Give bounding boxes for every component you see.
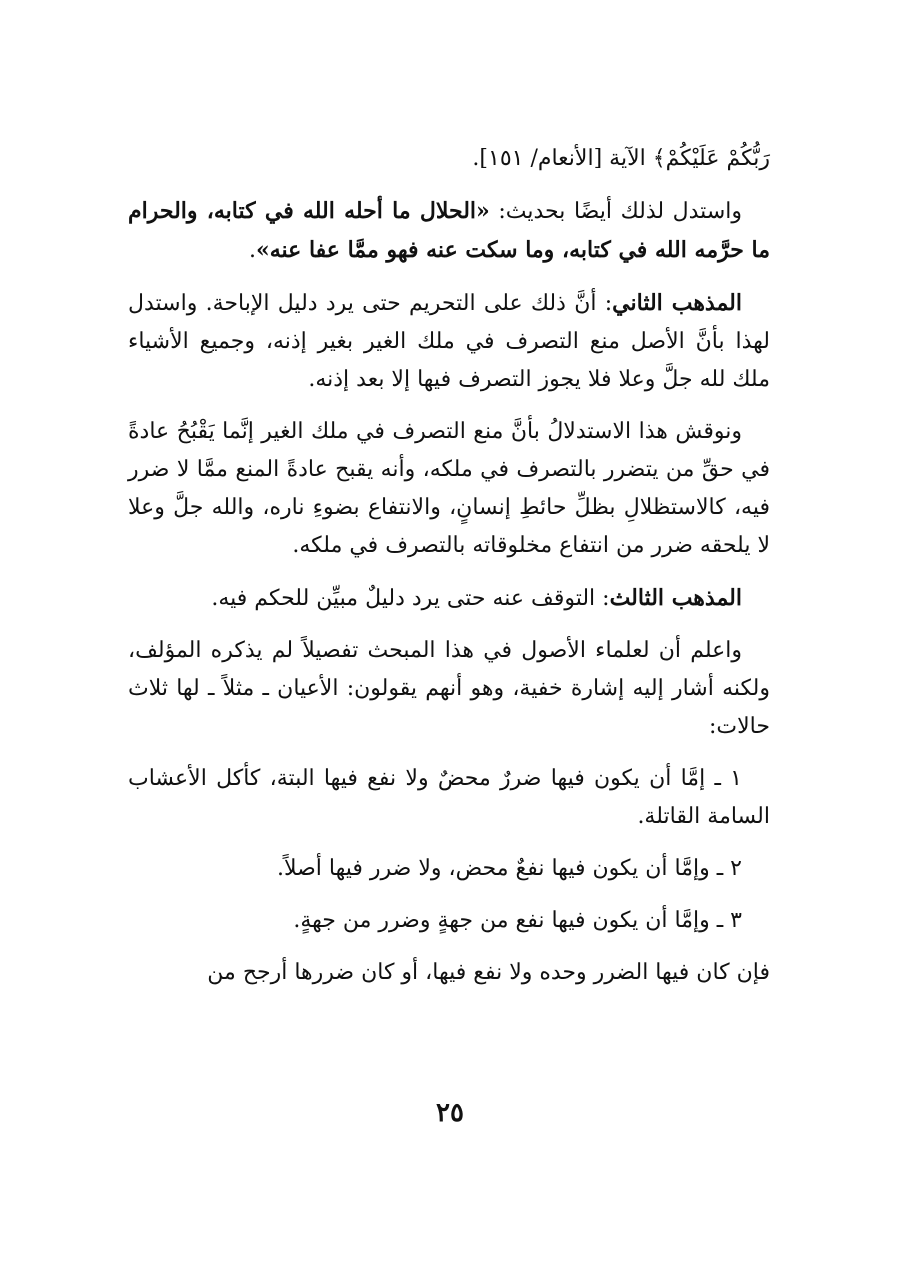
paragraph-detail-intro: واعلم أن لعلماء الأصول في هذا المبحث تفصيلاً لم يذكره المؤلف، ولكنه أشار إليه إشارة خفية، وهو أنهم يقولون: الأعيان ـ مثلاً ـ لها ثلاث حالات:: [128, 638, 770, 739]
page-body: [128, 140, 770, 1006]
paragraph-text: : التوقف عنه حتى يرد دليلٌ مبيِّن للحكم فيه.: [211, 586, 610, 611]
paragraph-hadith: [128, 192, 770, 270]
paragraph-continuation: فإن كان فيها الضرر وحده ولا نفع فيها، أو كان ضررها أرجح من: [207, 960, 770, 985]
paragraph-third-school: [128, 579, 770, 618]
paragraph-text: : أنَّ ذلك على التحريم حتى يرد دليل الإباحة. واستدل لهذا بأنَّ الأصل منع التصرف في ملك الغير بغير إذنه، وجميع الأشياء ملك لله جلَّ وعلا فلا يجوز التصرف فيها إلا بعد إذنه.: [128, 291, 770, 392]
paragraph-lead: واستدل لذلك أيضًا بحديث:: [489, 199, 742, 224]
list-item-1: ١ ـ إمَّا أن يكون فيها ضررٌ محضٌ ولا نفع فيها البتة، كأكل الأعشاب السامة القاتلة.: [128, 766, 770, 829]
paragraph-rebuttal: ونوقش هذا الاستدلالُ بأنَّ منع التصرف في ملك الغير إنَّما يَقْبُحُ عادةً في حقِّ من يتضرر بالتصرف في ملكه، وأنه يقبح عادةً المنع ممَّا لا ضرر فيه، كالاستظلالِ بظلِّ حائطِ إنسانٍ، والانتفاع بضوءِ ناره، والله جلَّ وعلا لا يلحقه ضرر من انتفاع مخلوقاته بالتصرف في ملكه.: [128, 419, 770, 558]
list-item-2: ٢ ـ وإمَّا أن يكون فيها نفعٌ محض، ولا ضرر فيها أصلاً.: [276, 856, 742, 881]
hadith-quote: «الحلال ما أحله الله في كتابه، والحرام ما حرَّمه الله في كتابه، وما سكت عنه فهو ممَّا عفا عنه»: [128, 198, 770, 263]
school-heading-third: المذهب الثالث: [609, 585, 742, 611]
paragraph-tail: .: [249, 238, 256, 263]
list-item-3: ٣ ـ وإمَّا أن يكون فيها نفع من جهةٍ وضرر من جهةٍ.: [293, 908, 742, 933]
page-number: ٢٥: [436, 1098, 464, 1128]
verse-continuation: رَبُّكُمْ عَلَيْكُمْ﴾ الآية [الأنعام/ ١٥١].: [472, 146, 770, 171]
paragraph-second-school: [128, 284, 770, 399]
school-heading-second: المذهب الثاني: [612, 290, 742, 316]
